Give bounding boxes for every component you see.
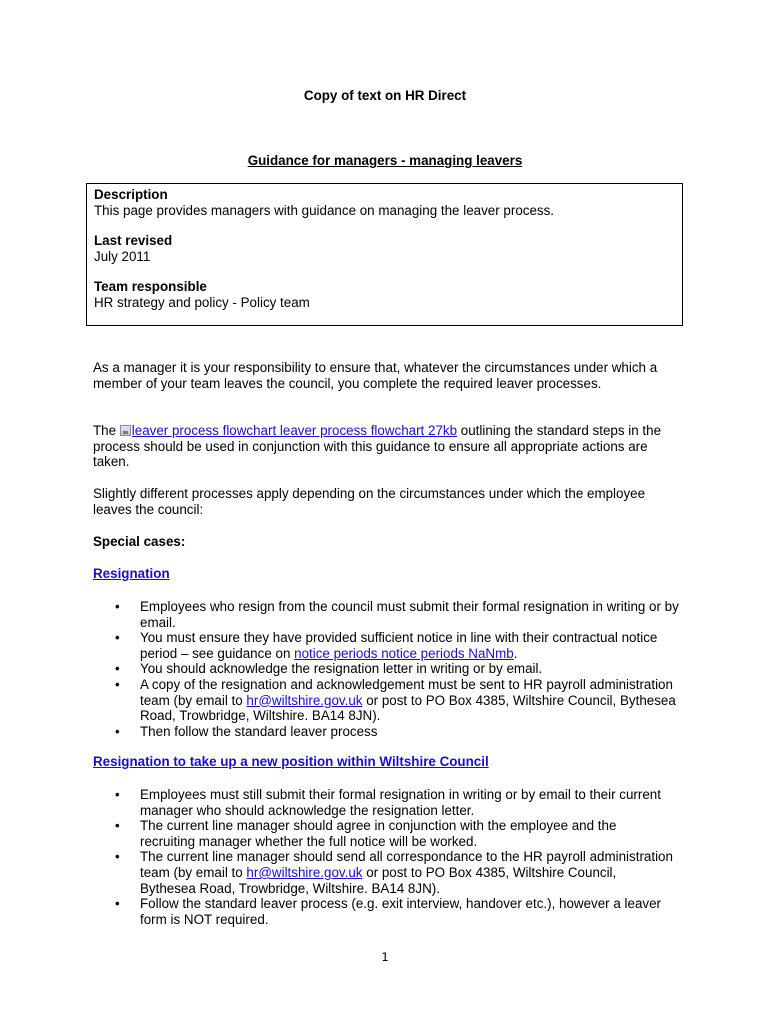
info-box bbox=[86, 183, 683, 326]
list-item: • Then follow the standard leaver process bbox=[115, 723, 378, 739]
resignation-heading-wrap bbox=[93, 566, 693, 582]
last-revised-value: July 2011 bbox=[94, 248, 151, 264]
bullet: • bbox=[115, 676, 120, 692]
list-item: • A copy of the resignation and acknowledgement must be sent to HR payroll administration team (by email to hr@wiltshire.gov.uk or post to PO Box 4385, Wiltshire Council, Bythesea Road, Trowbridge, Wiltshire. BA14 8JN). bbox=[115, 676, 676, 724]
intro-paragraph-2 bbox=[93, 423, 678, 470]
hr-email-link[interactable]: hr@wiltshire.gov.uk bbox=[246, 692, 363, 708]
bullet: • bbox=[115, 630, 120, 646]
list-item: • The current line manager should send all correspondance to the HR payroll administration team (by email to hr@wiltshire.gov.uk or post to PO Box 4385, Wiltshire Council, Bythesea Road, Trowbridge, Wiltshire. BA14 8JN). bbox=[115, 849, 673, 896]
description-value: This page provides managers with guidance on managing the leaver process. bbox=[94, 202, 555, 218]
bullet: • bbox=[115, 849, 120, 865]
leaver-flowchart-link[interactable]: leaver process flowchart leaver process flowchart 27kb bbox=[131, 423, 458, 438]
intro-p2-suffix: outlining the standard steps in the process should be used in conjunction with this guidance to ensure all appropriate actions are taken. bbox=[93, 423, 662, 470]
list-item: • You must ensure they have provided sufficient notice in line with their contractual notice period – see guidance on notice periods notice periods NaNmb. bbox=[115, 630, 658, 661]
team-responsible-label: Team responsible bbox=[94, 279, 207, 295]
description-label: Description bbox=[94, 187, 168, 202]
intro-paragraph-1 bbox=[93, 360, 693, 391]
hr-email-link[interactable]: hr@wiltshire.gov.uk bbox=[246, 864, 363, 880]
resignation-heading-link[interactable]: Resignation bbox=[93, 566, 170, 581]
intro-p3-text: Slightly different processes apply depending on the circumstances under which the employee leaves the council: bbox=[93, 486, 646, 517]
document-title: Copy of text on HR Direct bbox=[303, 88, 467, 103]
bullet: • bbox=[115, 896, 120, 912]
document-subtitle: Guidance for managers - managing leavers bbox=[247, 153, 523, 168]
last-revised-label: Last revised bbox=[94, 233, 173, 249]
bullet: • bbox=[115, 818, 120, 834]
bullet: • bbox=[115, 723, 120, 739]
document-icon bbox=[120, 425, 131, 436]
resignation-list-wrap bbox=[93, 599, 693, 739]
internal-list-wrap bbox=[93, 787, 673, 927]
list-item: • Employees who resign from the council must submit their formal resignation in writing or by email. bbox=[115, 599, 679, 630]
special-cases-heading: Special cases: bbox=[93, 534, 186, 549]
intro-p2-prefix: The bbox=[93, 423, 120, 438]
list-item: • Employees must still submit their formal resignation in writing or by email to their current manager who should acknowledge the resignation letter. bbox=[115, 787, 661, 818]
bullet: • bbox=[115, 599, 120, 614]
intro-text: As a manager it is your responsibility to ensure that, whatever the circumstances under which a member of your team leaves the council, you complete the required leaver processes. bbox=[93, 360, 658, 391]
list-item: • The current line manager should agree in conjunction with the employee and the recruiting manager whether the full notice will be worked. bbox=[115, 818, 617, 849]
intro-paragraph-3 bbox=[93, 486, 653, 517]
resignation-bullet-list bbox=[93, 599, 693, 739]
page-number: 1 bbox=[381, 950, 389, 964]
internal-bullet-list bbox=[93, 787, 673, 927]
list-item: • Follow the standard leaver process (e.g. exit interview, handover etc.), however a leaver form is NOT required. bbox=[115, 896, 662, 927]
internal-resignation-heading-link[interactable]: Resignation to take up a new position within Wiltshire Council bbox=[93, 754, 489, 769]
list-item: • You should acknowledge the resignation letter in writing or by email. bbox=[115, 661, 543, 677]
notice-periods-link[interactable]: notice periods notice periods NaNmb bbox=[294, 645, 514, 661]
internal-heading-wrap bbox=[93, 754, 693, 770]
team-responsible-value: HR strategy and policy - Policy team bbox=[94, 294, 310, 310]
bullet: • bbox=[115, 787, 120, 802]
bullet: • bbox=[115, 661, 120, 677]
